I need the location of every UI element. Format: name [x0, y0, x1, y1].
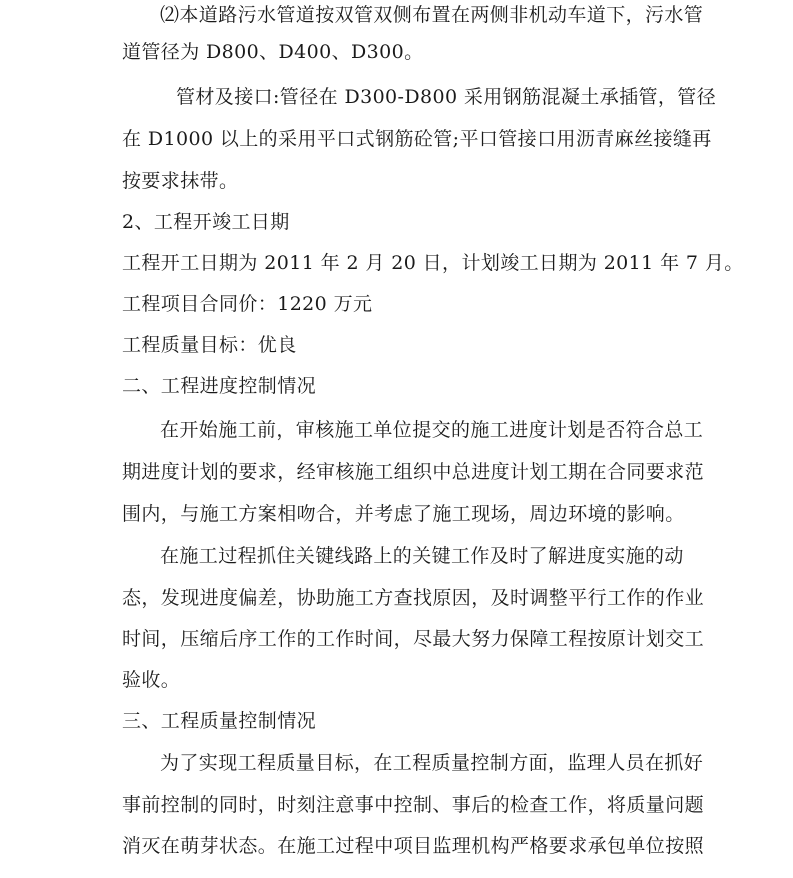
section-heading-schedule: 2、工程开竣工日期	[122, 211, 290, 233]
text-line-16: 时间，压缩后序工作的工作时间，尽最大努力保障工程按原计划交工	[122, 628, 705, 650]
text-line-1: ⑵本道路污水管道按双管双侧布置在两侧非机动车道下，污水管	[160, 4, 704, 26]
text-line-9: 工程质量目标：优良	[122, 334, 297, 356]
section-heading-progress: 二、工程进度控制情况	[122, 375, 317, 397]
text-line-15: 态，发现进度偏差，协助施工方查找原因，及时调整平行工作的作业	[122, 587, 705, 609]
text-line-3: 管材及接口:管径在 D300-D800 采用钢筋混凝土承插管，管径	[176, 86, 717, 108]
section-heading-quality: 三、工程质量控制情况	[122, 710, 317, 732]
text-line-20: 事前控制的同时，时刻注意事中控制、事后的检查工作，将质量问题	[122, 794, 705, 816]
text-line-2: 道管径为 D800、D400、D300。	[122, 41, 424, 63]
text-line-17: 验收。	[122, 669, 181, 691]
text-line-4: 在 D1000 以上的采用平口式钢筋砼管;平口管接口用沥青麻丝接缝再	[122, 128, 712, 150]
text-line-5: 按要求抹带。	[122, 170, 239, 192]
text-line-13: 围内，与施工方案相吻合，并考虑了施工现场，周边环境的影响。	[122, 503, 685, 525]
text-line-7: 工程开工日期为 2011 年 2 月 20 日，计划竣工日期为 2011 年 7 月。	[122, 252, 744, 274]
text-line-8: 工程项目合同价：1220 万元	[122, 293, 373, 315]
text-line-11: 在开始施工前，审核施工单位提交的施工进度计划是否符合总工	[160, 419, 704, 441]
text-line-14: 在施工过程抓住关键线路上的关键工作及时了解进度实施的动	[160, 545, 684, 567]
text-line-12: 期进度计划的要求，经审核施工组织中总进度计划工期在合同要求范	[122, 461, 705, 483]
text-line-21: 消灭在萌芽状态。在施工过程中项目监理机构严格要求承包单位按照	[122, 835, 705, 857]
text-line-19: 为了实现工程质量目标，在工程质量控制方面，监理人员在抓好	[160, 752, 704, 774]
